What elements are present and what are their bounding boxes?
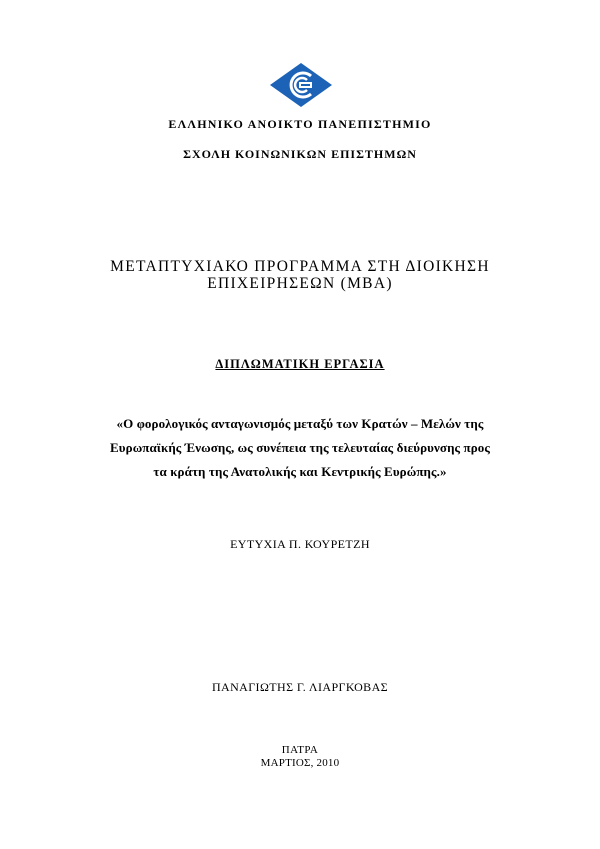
university-name: ΕΛΛΗΝΙΚΟ ΑΝΟΙΚΤΟ ΠΑΝΕΠΙΣΤΗΜΙΟ [168,117,432,131]
thesis-title [0,412,600,484]
title-line: «Ο φορολογικός ανταγωνισμός μεταξύ των Κρατών – Μελών της [116,416,484,431]
city: ΠΑΤΡΑ [281,744,319,756]
thesis-label [0,357,600,372]
program-line: ΜΕΤΑΠΤΥΧΙΑΚΟ ΠΡΟΓΡΑΜΜΑ ΣΤΗ ΔΙΟΙΚΗΣΗ [110,258,490,275]
title-line: τα κράτη της Ανατολικής και Κεντρικής Ευρώπης.» [153,464,447,479]
university-logo-icon [270,63,332,107]
author-name: ΕΥΤΥΧΙΑ Π. ΚΟΥΡΕΤΖΗ [230,537,370,551]
program-name [0,258,600,292]
school-name: ΣΧΟΛΗ ΚΟΙΝΩΝΙΚΩΝ ΕΠΙΣΤΗΜΩΝ [183,147,417,161]
thesis-label-text: ΔΙΠΛΩΜΑΤΙΚΗ ΕΡΓΑΣΙΑ [215,357,385,371]
title-line: Ευρωπαϊκής Ένωσης, ως συνέπεια της τελευταίας διεύρυνσης προς [110,440,490,455]
date: ΜΑΡΤΙΟΣ, 2010 [260,757,340,769]
supervisor-name: ΠΑΝΑΓΙΩΤΗΣ Γ. ΛΙΑΡΓΚΟΒΑΣ [211,680,389,694]
program-line: ΕΠΙΧΕΙΡΗΣΕΩΝ (ΜΒΑ) [207,275,393,292]
